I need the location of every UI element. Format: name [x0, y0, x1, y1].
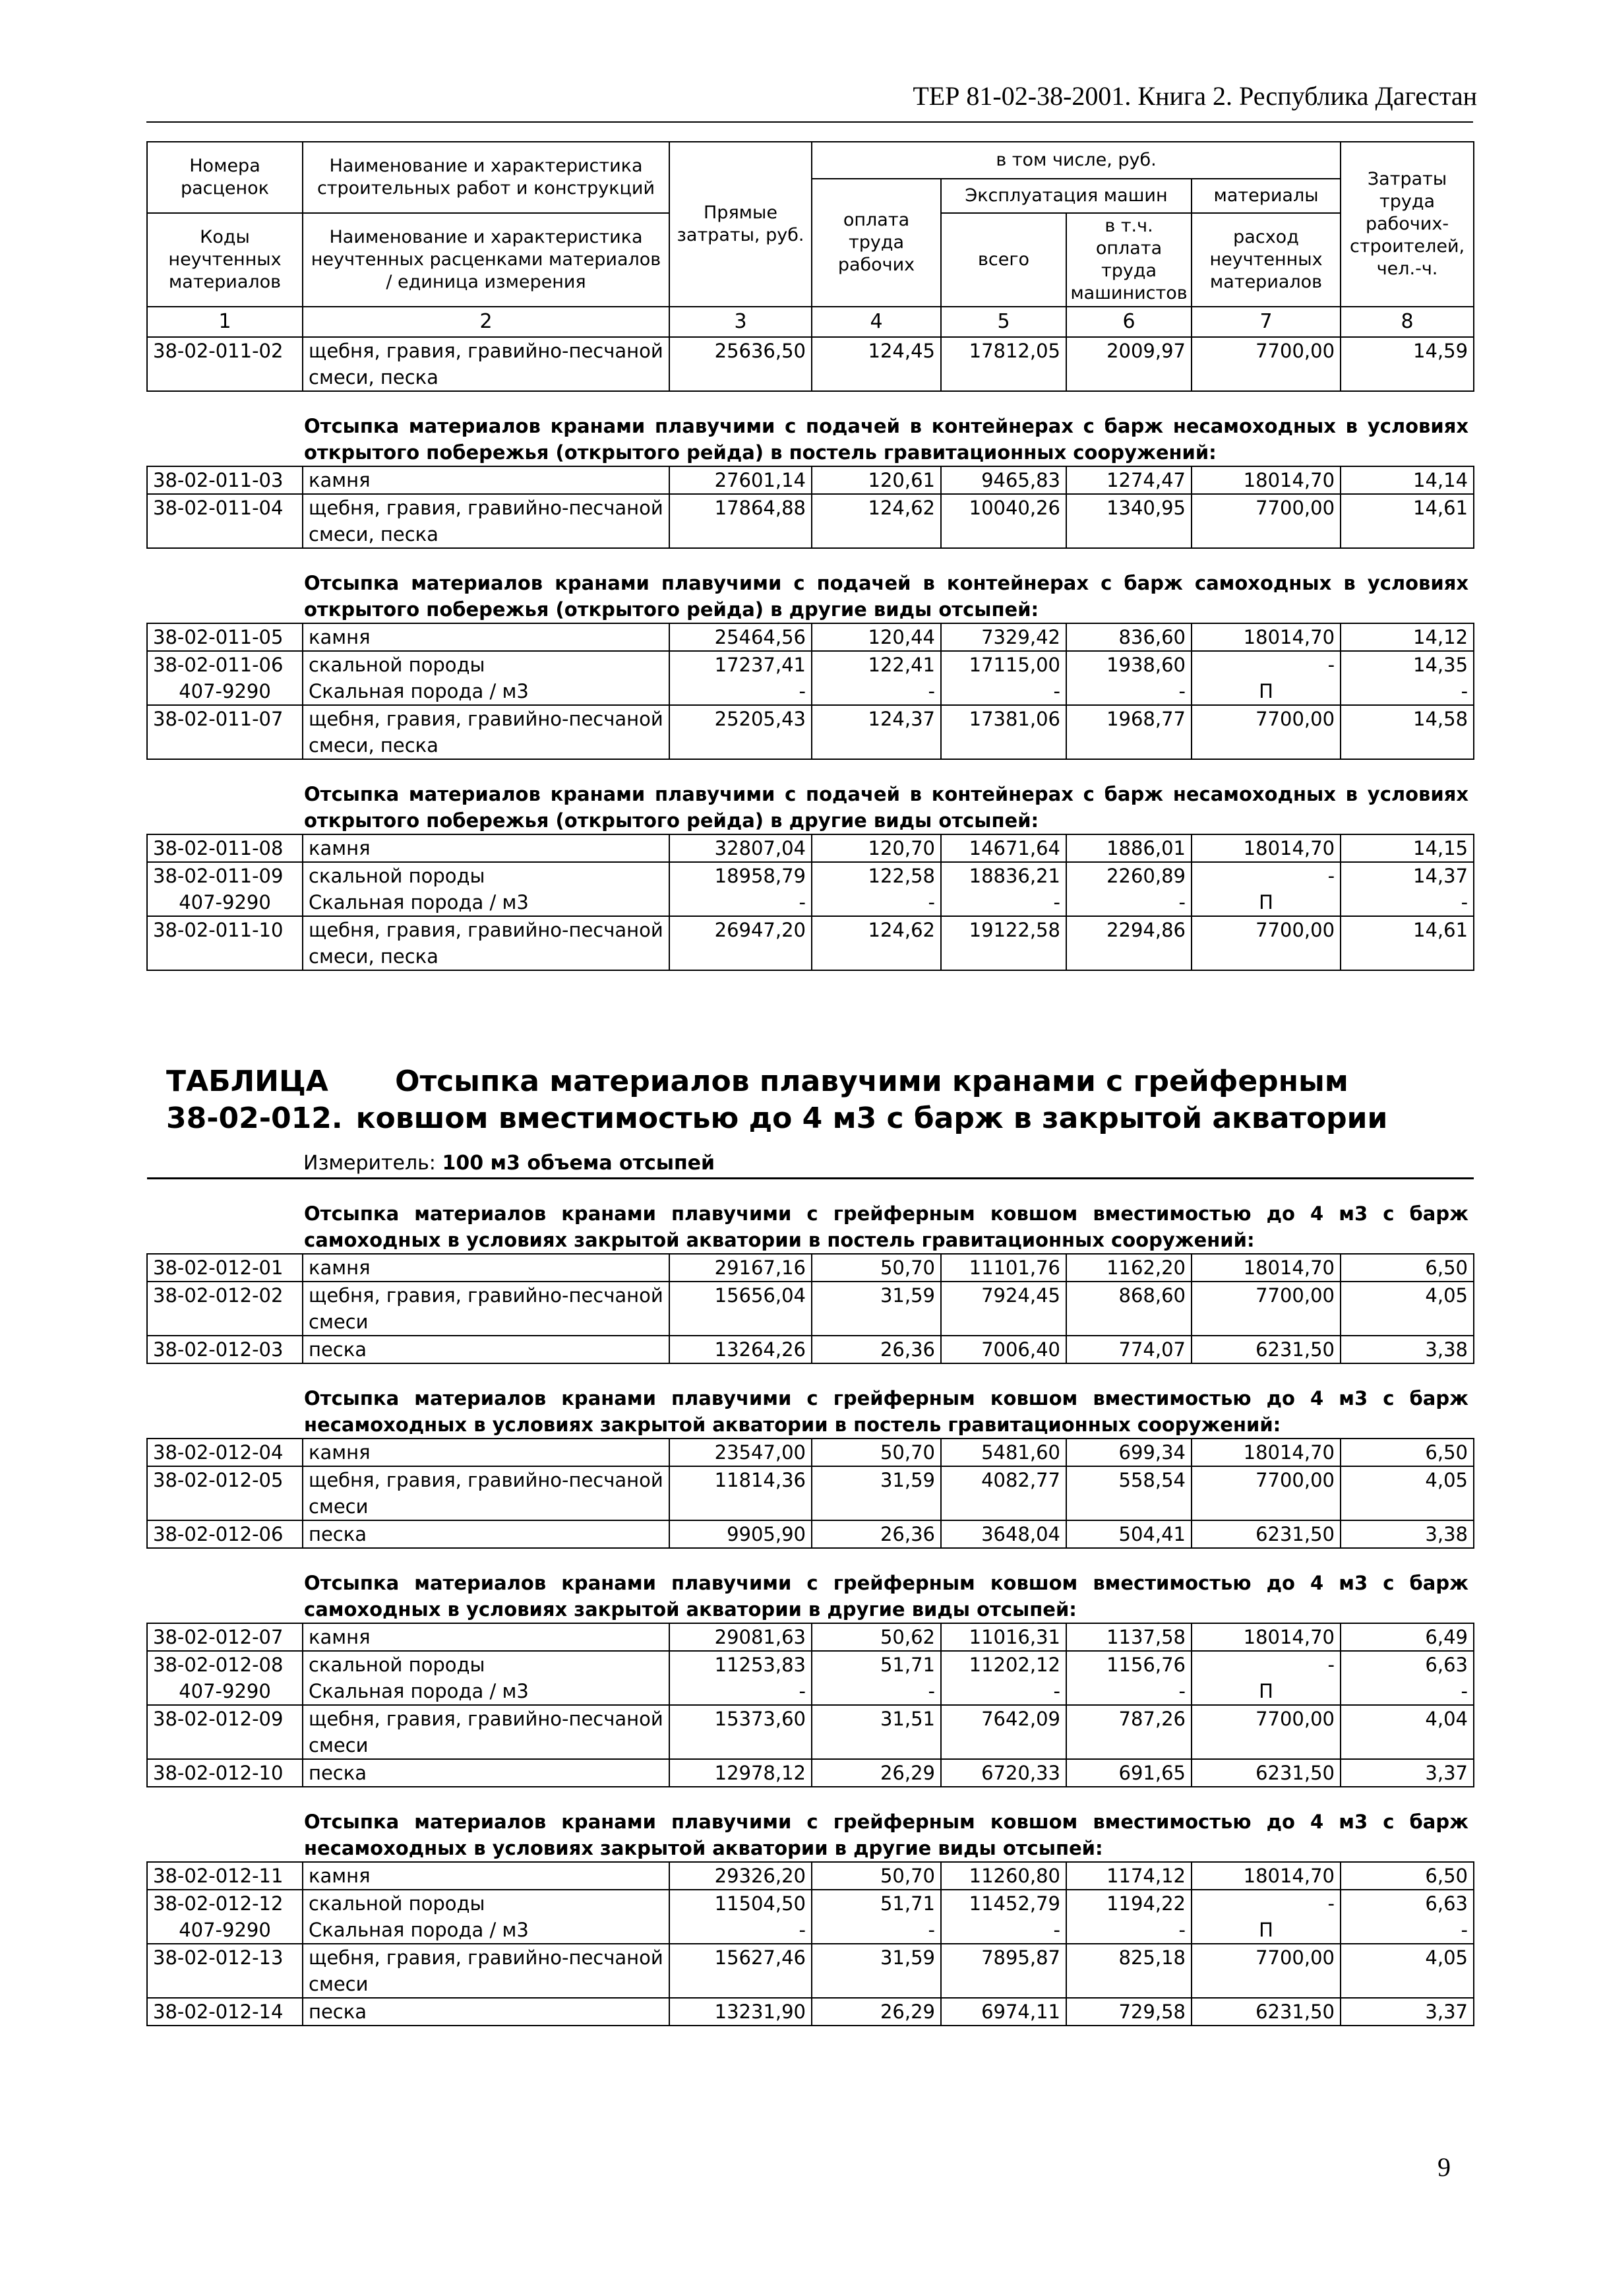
- material-consumption-value: -: [1192, 1890, 1341, 1917]
- machinist-pay-value: 699,34: [1066, 1439, 1192, 1466]
- machinist-pay-value: 1938,60: [1066, 651, 1192, 678]
- table-row: [147, 1336, 1474, 1363]
- worker-pay-value: -: [812, 678, 941, 705]
- labor-costs-value: 14,61: [1341, 494, 1474, 548]
- direct-costs-value: -: [669, 889, 812, 916]
- work-name: камня: [303, 1254, 669, 1282]
- work-name: щебня, гравия, гравийно-песчаной смеси: [303, 1466, 669, 1520]
- rate-code: 38-02-012-11: [147, 1862, 303, 1890]
- work-name: песка: [303, 1520, 669, 1548]
- material-consumption-value: 18014,70: [1192, 466, 1341, 494]
- table-row: [147, 1890, 1474, 1917]
- machinist-pay-value: 1162,20: [1066, 1254, 1192, 1282]
- work-name: скальной породы: [303, 862, 669, 889]
- rate-code: 38-02-011-09: [147, 862, 303, 889]
- work-name: щебня, гравия, гравийно-песчаной смеси: [303, 1944, 669, 1998]
- rate-code: 38-02-012-03: [147, 1336, 303, 1363]
- work-name: щебня, гравия, гравийно-песчаной смеси, песка: [303, 705, 669, 759]
- worker-pay-value: 124,37: [812, 705, 941, 759]
- machinist-pay-value: 836,60: [1066, 623, 1192, 651]
- column-number: 4: [812, 307, 941, 337]
- labor-costs-value: -: [1341, 1678, 1474, 1705]
- header-labor-costs: Затраты труда рабочих-строителей, чел.-ч.: [1341, 142, 1474, 307]
- material-code: 407-9290: [147, 1917, 303, 1944]
- header-material-name: Наименование и характеристика неучтенных расценками материалов / единица измерения: [303, 213, 669, 307]
- material-consumption-value: 7700,00: [1192, 1705, 1341, 1759]
- material-row: [147, 889, 1474, 916]
- machine-total-value: 10040,26: [941, 494, 1066, 548]
- table-row: [147, 466, 1474, 494]
- rate-code: 38-02-012-14: [147, 1998, 303, 2026]
- header-work-name: Наименование и характеристика строительных работ и конструкций: [303, 142, 669, 213]
- worker-pay-value: 26,29: [812, 1759, 941, 1787]
- direct-costs-value: 11814,36: [669, 1466, 812, 1520]
- material-consumption-value: 6231,50: [1192, 1520, 1341, 1548]
- labor-costs-value: 6,50: [1341, 1862, 1474, 1890]
- material-code: 407-9290: [147, 678, 303, 705]
- machinist-pay-value: 1174,12: [1066, 1862, 1192, 1890]
- column-number: 5: [941, 307, 1066, 337]
- table-caption: Отсыпка материалов плавучими кранами с грейферным ковшом вместимостью до 4 м3 с барж в закрытой акватории: [355, 1065, 1388, 1135]
- machine-total-value: -: [941, 889, 1066, 916]
- column-number: 6: [1066, 307, 1192, 337]
- labor-costs-value: 14,59: [1341, 337, 1474, 391]
- rate-code: 38-02-012-13: [147, 1944, 303, 1998]
- worker-pay-value: 50,62: [812, 1623, 941, 1651]
- section-heading: Отсыпка материалов кранами плавучими с подачей в контейнерах с барж несамоходных в условиях открытого побережья (открытого рейда) в постель гравитационных сооружений:: [304, 415, 1469, 464]
- table-row: [147, 1439, 1474, 1466]
- machinist-pay-value: 504,41: [1066, 1520, 1192, 1548]
- material-code: 407-9290: [147, 889, 303, 916]
- material-consumption-value: 6231,50: [1192, 1336, 1341, 1363]
- rate-code: 38-02-012-02: [147, 1282, 303, 1336]
- material-consumption-value: П: [1192, 1678, 1341, 1705]
- work-name: скальной породы: [303, 651, 669, 678]
- table-row: [147, 1705, 1474, 1759]
- machinist-pay-value: -: [1066, 889, 1192, 916]
- labor-costs-value: 14,15: [1341, 834, 1474, 862]
- direct-costs-value: 15627,46: [669, 1944, 812, 1998]
- labor-costs-value: 4,04: [1341, 1705, 1474, 1759]
- machine-total-value: 14671,64: [941, 834, 1066, 862]
- material-consumption-value: 7700,00: [1192, 1466, 1341, 1520]
- material-consumption-value: 7700,00: [1192, 705, 1341, 759]
- material-consumption-value: 18014,70: [1192, 1439, 1341, 1466]
- table-row: [147, 1254, 1474, 1282]
- table-row: [147, 1282, 1474, 1336]
- work-name: камня: [303, 1862, 669, 1890]
- machinist-pay-value: 1274,47: [1066, 466, 1192, 494]
- material-row: [147, 1917, 1474, 1944]
- machinist-pay-value: 1968,77: [1066, 705, 1192, 759]
- rates-table: [146, 141, 1474, 971]
- table-body: [147, 337, 1474, 970]
- material-consumption-value: -: [1192, 1651, 1341, 1678]
- machinist-pay-value: 1156,76: [1066, 1651, 1192, 1678]
- labor-costs-value: 6,50: [1341, 1439, 1474, 1466]
- rate-code: 38-02-012-06: [147, 1520, 303, 1548]
- direct-costs-value: 13231,90: [669, 1998, 812, 2026]
- labor-costs-value: -: [1341, 889, 1474, 916]
- column-number: 8: [1341, 307, 1474, 337]
- labor-costs-value: 4,05: [1341, 1944, 1474, 1998]
- work-name: камня: [303, 466, 669, 494]
- worker-pay-value: 31,59: [812, 1282, 941, 1336]
- work-name: камня: [303, 623, 669, 651]
- worker-pay-value: 31,59: [812, 1944, 941, 1998]
- machine-total-value: -: [941, 1917, 1066, 1944]
- column-number: 1: [147, 307, 303, 337]
- direct-costs-value: 13264,26: [669, 1336, 812, 1363]
- rate-code: 38-02-011-06: [147, 651, 303, 678]
- material-code: 407-9290: [147, 1678, 303, 1705]
- labor-costs-value: 6,50: [1341, 1254, 1474, 1282]
- table-row: [147, 1623, 1474, 1651]
- machinist-pay-value: 825,18: [1066, 1944, 1192, 1998]
- material-consumption-value: П: [1192, 889, 1341, 916]
- machine-total-value: 11260,80: [941, 1862, 1066, 1890]
- labor-costs-value: 14,14: [1341, 466, 1474, 494]
- table-row: [147, 1998, 1474, 2026]
- worker-pay-value: 26,36: [812, 1336, 941, 1363]
- machine-total-value: 11452,79: [941, 1890, 1066, 1917]
- machinist-pay-value: 774,07: [1066, 1336, 1192, 1363]
- machine-total-value: 11101,76: [941, 1254, 1066, 1282]
- material-consumption-value: 7700,00: [1192, 1944, 1341, 1998]
- labor-costs-value: 3,37: [1341, 1998, 1474, 2026]
- worker-pay-value: 120,44: [812, 623, 941, 651]
- work-name: камня: [303, 834, 669, 862]
- machine-total-value: 18836,21: [941, 862, 1066, 889]
- material-consumption-value: 18014,70: [1192, 834, 1341, 862]
- labor-costs-value: 14,58: [1341, 705, 1474, 759]
- worker-pay-value: 51,71: [812, 1890, 941, 1917]
- machinist-pay-value: 868,60: [1066, 1282, 1192, 1336]
- material-name: Скальная порода / м3: [303, 678, 669, 705]
- running-head: ТЕР 81-02-38-2001. Книга 2. Республика Дагестан: [913, 81, 1477, 111]
- machine-total-value: 7329,42: [941, 623, 1066, 651]
- table-row: [147, 705, 1474, 759]
- labor-costs-value: 14,12: [1341, 623, 1474, 651]
- section-heading-row: [147, 759, 1474, 834]
- direct-costs-value: 25636,50: [669, 337, 812, 391]
- worker-pay-value: 120,70: [812, 834, 941, 862]
- section-heading: Отсыпка материалов кранами плавучими с грейферным ковшом вместимостью до 4 м3 с барж самоходных в условиях закрытой акватории в другие виды отсыпей:: [304, 1572, 1468, 1621]
- worker-pay-value: 50,70: [812, 1254, 941, 1282]
- worker-pay-value: 51,71: [812, 1651, 941, 1678]
- material-consumption-value: 18014,70: [1192, 1254, 1341, 1282]
- column-number: 2: [303, 307, 669, 337]
- direct-costs-value: 9905,90: [669, 1520, 812, 1548]
- worker-pay-value: 50,70: [812, 1439, 941, 1466]
- labor-costs-value: 6,49: [1341, 1623, 1474, 1651]
- material-consumption-value: -: [1192, 862, 1341, 889]
- worker-pay-value: 50,70: [812, 1862, 941, 1890]
- labor-costs-value: 14,35: [1341, 651, 1474, 678]
- machinist-pay-value: 787,26: [1066, 1705, 1192, 1759]
- direct-costs-value: 17864,88: [669, 494, 812, 548]
- meter-label: Измеритель:: [303, 1152, 436, 1175]
- machinist-pay-value: 1340,95: [1066, 494, 1192, 548]
- work-name: щебня, гравия, гравийно-песчаной смеси, песка: [303, 337, 669, 391]
- work-name: щебня, гравия, гравийно-песчаной смеси, песка: [303, 494, 669, 548]
- rate-code: 38-02-011-02: [147, 337, 303, 391]
- machine-total-value: 5481,60: [941, 1439, 1066, 1466]
- material-consumption-value: 7700,00: [1192, 494, 1341, 548]
- header-including: в том числе, руб.: [812, 142, 1341, 179]
- machinist-pay-value: 1886,01: [1066, 834, 1192, 862]
- machinist-pay-value: 558,54: [1066, 1466, 1192, 1520]
- table-row: [147, 1466, 1474, 1520]
- work-name: песка: [303, 1998, 669, 2026]
- material-consumption-value: 7700,00: [1192, 1282, 1341, 1336]
- direct-costs-value: 15656,04: [669, 1282, 812, 1336]
- direct-costs-value: 18958,79: [669, 862, 812, 889]
- header-rule: [146, 121, 1473, 123]
- direct-costs-value: 32807,04: [669, 834, 812, 862]
- machine-total-value: 17115,00: [941, 651, 1066, 678]
- direct-costs-value: 29167,16: [669, 1254, 812, 1282]
- machine-total-value: 7895,87: [941, 1944, 1066, 1998]
- table-row: [147, 1759, 1474, 1787]
- machinist-pay-value: 1137,58: [1066, 1623, 1192, 1651]
- direct-costs-value: 23547,00: [669, 1439, 812, 1466]
- work-name: камня: [303, 1623, 669, 1651]
- work-name: песка: [303, 1759, 669, 1787]
- machinist-pay-value: 2009,97: [1066, 337, 1192, 391]
- direct-costs-value: 25464,56: [669, 623, 812, 651]
- section-heading: Отсыпка материалов кранами плавучими с грейферным ковшом вместимостью до 4 м3 с барж несамоходных в условиях закрытой акватории в постель гравитационных сооружений:: [304, 1387, 1468, 1436]
- worker-pay-value: 120,61: [812, 466, 941, 494]
- machine-total-value: 3648,04: [941, 1520, 1066, 1548]
- machinist-pay-value: 1194,22: [1066, 1890, 1192, 1917]
- labor-costs-value: -: [1341, 1917, 1474, 1944]
- section-heading: Отсыпка материалов кранами плавучими с грейферным ковшом вместимостью до 4 м3 с барж несамоходных в условиях закрытой акватории в другие виды отсыпей:: [304, 1811, 1468, 1859]
- machinist-pay-value: 691,65: [1066, 1759, 1192, 1787]
- header-materials: материалы: [1192, 179, 1341, 213]
- section-heading-row: [147, 548, 1474, 623]
- page-number: 9: [1437, 2152, 1451, 2182]
- labor-costs-value: 4,05: [1341, 1466, 1474, 1520]
- material-consumption-value: 6231,50: [1192, 1998, 1341, 2026]
- material-consumption-value: -: [1192, 651, 1341, 678]
- material-name: Скальная порода / м3: [303, 1917, 669, 1944]
- table-title: [146, 1063, 1473, 1137]
- rates-table: [146, 1177, 1474, 2026]
- material-consumption-value: 7700,00: [1192, 337, 1341, 391]
- rates-table-38-02-011: [146, 141, 1473, 971]
- table-row: [147, 1651, 1474, 1678]
- labor-costs-value: 3,38: [1341, 1336, 1474, 1363]
- worker-pay-value: 124,62: [812, 916, 941, 970]
- direct-costs-value: 26947,20: [669, 916, 812, 970]
- material-consumption-value: 6231,50: [1192, 1759, 1341, 1787]
- direct-costs-value: 11253,83: [669, 1651, 812, 1678]
- unit-of-measure: [146, 1137, 1473, 1177]
- worker-pay-value: -: [812, 1917, 941, 1944]
- table-row: [147, 651, 1474, 678]
- section-heading-row: [147, 1363, 1474, 1439]
- section-heading: Отсыпка материалов кранами плавучими с подачей в контейнерах с барж несамоходных в условиях открытого побережья (открытого рейда) в другие виды отсыпей:: [304, 783, 1469, 832]
- table-row: [147, 1862, 1474, 1890]
- machinist-pay-value: 729,58: [1066, 1998, 1192, 2026]
- machinist-pay-value: -: [1066, 1678, 1192, 1705]
- labor-costs-value: 3,38: [1341, 1520, 1474, 1548]
- worker-pay-value: -: [812, 1678, 941, 1705]
- work-name: щебня, гравия, гравийно-песчаной смеси: [303, 1282, 669, 1336]
- column-numbers-row: [147, 307, 1474, 337]
- table-header: [147, 142, 1474, 307]
- direct-costs-value: 11504,50: [669, 1890, 812, 1917]
- labor-costs-value: 4,05: [1341, 1282, 1474, 1336]
- machine-total-value: 6720,33: [941, 1759, 1066, 1787]
- header-rate-number: Номера расценок: [147, 142, 303, 213]
- rate-code: 38-02-012-10: [147, 1759, 303, 1787]
- direct-costs-value: 27601,14: [669, 466, 812, 494]
- work-name: скальной породы: [303, 1890, 669, 1917]
- machine-total-value: 9465,83: [941, 466, 1066, 494]
- work-name: камня: [303, 1439, 669, 1466]
- material-consumption-value: 18014,70: [1192, 1623, 1341, 1651]
- header-machinist-pay: в т.ч. оплата труда машинистов: [1066, 213, 1192, 307]
- machine-total-value: 17381,06: [941, 705, 1066, 759]
- header-material-consumption: расход неучтенных материалов: [1192, 213, 1341, 307]
- table-row: [147, 916, 1474, 970]
- section-heading-row: [147, 1179, 1474, 1255]
- worker-pay-value: 26,36: [812, 1520, 941, 1548]
- rate-code: 38-02-012-04: [147, 1439, 303, 1466]
- machine-total-value: 7006,40: [941, 1336, 1066, 1363]
- direct-costs-value: 12978,12: [669, 1759, 812, 1787]
- rate-code: 38-02-011-07: [147, 705, 303, 759]
- rates-table-38-02-012: [146, 1063, 1473, 2026]
- worker-pay-value: 31,51: [812, 1705, 941, 1759]
- section-heading-row: [147, 391, 1474, 466]
- rate-code: 38-02-012-01: [147, 1254, 303, 1282]
- worker-pay-value: 122,41: [812, 651, 941, 678]
- rate-code: 38-02-012-07: [147, 1623, 303, 1651]
- material-name: Скальная порода / м3: [303, 1678, 669, 1705]
- direct-costs-value: 29081,63: [669, 1623, 812, 1651]
- labor-costs-value: 14,61: [1341, 916, 1474, 970]
- rate-code: 38-02-012-09: [147, 1705, 303, 1759]
- labor-costs-value: 14,37: [1341, 862, 1474, 889]
- labor-costs-value: 3,37: [1341, 1759, 1474, 1787]
- worker-pay-value: 124,45: [812, 337, 941, 391]
- work-name: щебня, гравия, гравийно-песчаной смеси: [303, 1705, 669, 1759]
- section-heading-row: [147, 1548, 1474, 1623]
- machine-total-value: 7642,09: [941, 1705, 1066, 1759]
- direct-costs-value: -: [669, 1917, 812, 1944]
- section-heading-row: [147, 1787, 1474, 1862]
- rate-code: 38-02-011-04: [147, 494, 303, 548]
- machinist-pay-value: -: [1066, 678, 1192, 705]
- material-consumption-value: 18014,70: [1192, 623, 1341, 651]
- work-name: песка: [303, 1336, 669, 1363]
- direct-costs-value: 25205,43: [669, 705, 812, 759]
- direct-costs-value: 15373,60: [669, 1705, 812, 1759]
- labor-costs-value: 6,63: [1341, 1890, 1474, 1917]
- header-worker-pay: оплата труда рабочих: [812, 179, 941, 307]
- rate-code: 38-02-012-12: [147, 1890, 303, 1917]
- rate-code: 38-02-011-05: [147, 623, 303, 651]
- table-number: ТАБЛИЦА 38-02-012.: [166, 1065, 343, 1135]
- worker-pay-value: 122,58: [812, 862, 941, 889]
- machine-total-value: 11202,12: [941, 1651, 1066, 1678]
- column-number: 3: [669, 307, 812, 337]
- table-row: [147, 1944, 1474, 1998]
- section-heading: Отсыпка материалов кранами плавучими с подачей в контейнерах с барж самоходных в условиях открытого побережья (открытого рейда) в другие виды отсыпей:: [304, 572, 1469, 621]
- direct-costs-value: 17237,41: [669, 651, 812, 678]
- material-row: [147, 1678, 1474, 1705]
- material-consumption-value: 7700,00: [1192, 916, 1341, 970]
- machine-total-value: 11016,31: [941, 1623, 1066, 1651]
- table-row: [147, 494, 1474, 548]
- header-machine-operation: Эксплуатация машин: [941, 179, 1192, 213]
- work-name: скальной породы: [303, 1651, 669, 1678]
- table-row: [147, 337, 1474, 391]
- machinist-pay-value: 2294,86: [1066, 916, 1192, 970]
- machine-total-value: 17812,05: [941, 337, 1066, 391]
- direct-costs-value: -: [669, 1678, 812, 1705]
- table-body: [147, 1179, 1474, 2026]
- machine-total-value: -: [941, 678, 1066, 705]
- material-consumption-value: П: [1192, 1917, 1341, 1944]
- rate-code: 38-02-012-05: [147, 1466, 303, 1520]
- material-name: Скальная порода / м3: [303, 889, 669, 916]
- header-direct-costs: Прямые затраты, руб.: [669, 142, 812, 307]
- machine-total-value: 7924,45: [941, 1282, 1066, 1336]
- material-consumption-value: 18014,70: [1192, 1862, 1341, 1890]
- header-machine-total: всего: [941, 213, 1066, 307]
- direct-costs-value: -: [669, 678, 812, 705]
- machinist-pay-value: -: [1066, 1917, 1192, 1944]
- column-number: 7: [1192, 307, 1341, 337]
- meter-value: 100 м3 объема отсыпей: [442, 1152, 715, 1175]
- machine-total-value: 19122,58: [941, 916, 1066, 970]
- machine-total-value: 6974,11: [941, 1998, 1066, 2026]
- direct-costs-value: 29326,20: [669, 1862, 812, 1890]
- work-name: щебня, гравия, гравийно-песчаной смеси, песка: [303, 916, 669, 970]
- labor-costs-value: -: [1341, 678, 1474, 705]
- worker-pay-value: 26,29: [812, 1998, 941, 2026]
- rate-code: 38-02-012-08: [147, 1651, 303, 1678]
- table-row: [147, 1520, 1474, 1548]
- rate-code: 38-02-011-10: [147, 916, 303, 970]
- machinist-pay-value: 2260,89: [1066, 862, 1192, 889]
- rate-code: 38-02-011-03: [147, 466, 303, 494]
- worker-pay-value: 31,59: [812, 1466, 941, 1520]
- section-heading: Отсыпка материалов кранами плавучими с грейферным ковшом вместимостью до 4 м3 с барж самоходных в условиях закрытой акватории в постель гравитационных сооружений:: [304, 1202, 1468, 1251]
- rate-code: 38-02-011-08: [147, 834, 303, 862]
- header-material-codes: Коды неучтенных материалов: [147, 213, 303, 307]
- table-row: [147, 623, 1474, 651]
- machine-total-value: -: [941, 1678, 1066, 1705]
- material-consumption-value: П: [1192, 678, 1341, 705]
- worker-pay-value: 124,62: [812, 494, 941, 548]
- material-row: [147, 678, 1474, 705]
- table-row: [147, 834, 1474, 862]
- labor-costs-value: 6,63: [1341, 1651, 1474, 1678]
- worker-pay-value: -: [812, 889, 941, 916]
- machine-total-value: 4082,77: [941, 1466, 1066, 1520]
- table-row: [147, 862, 1474, 889]
